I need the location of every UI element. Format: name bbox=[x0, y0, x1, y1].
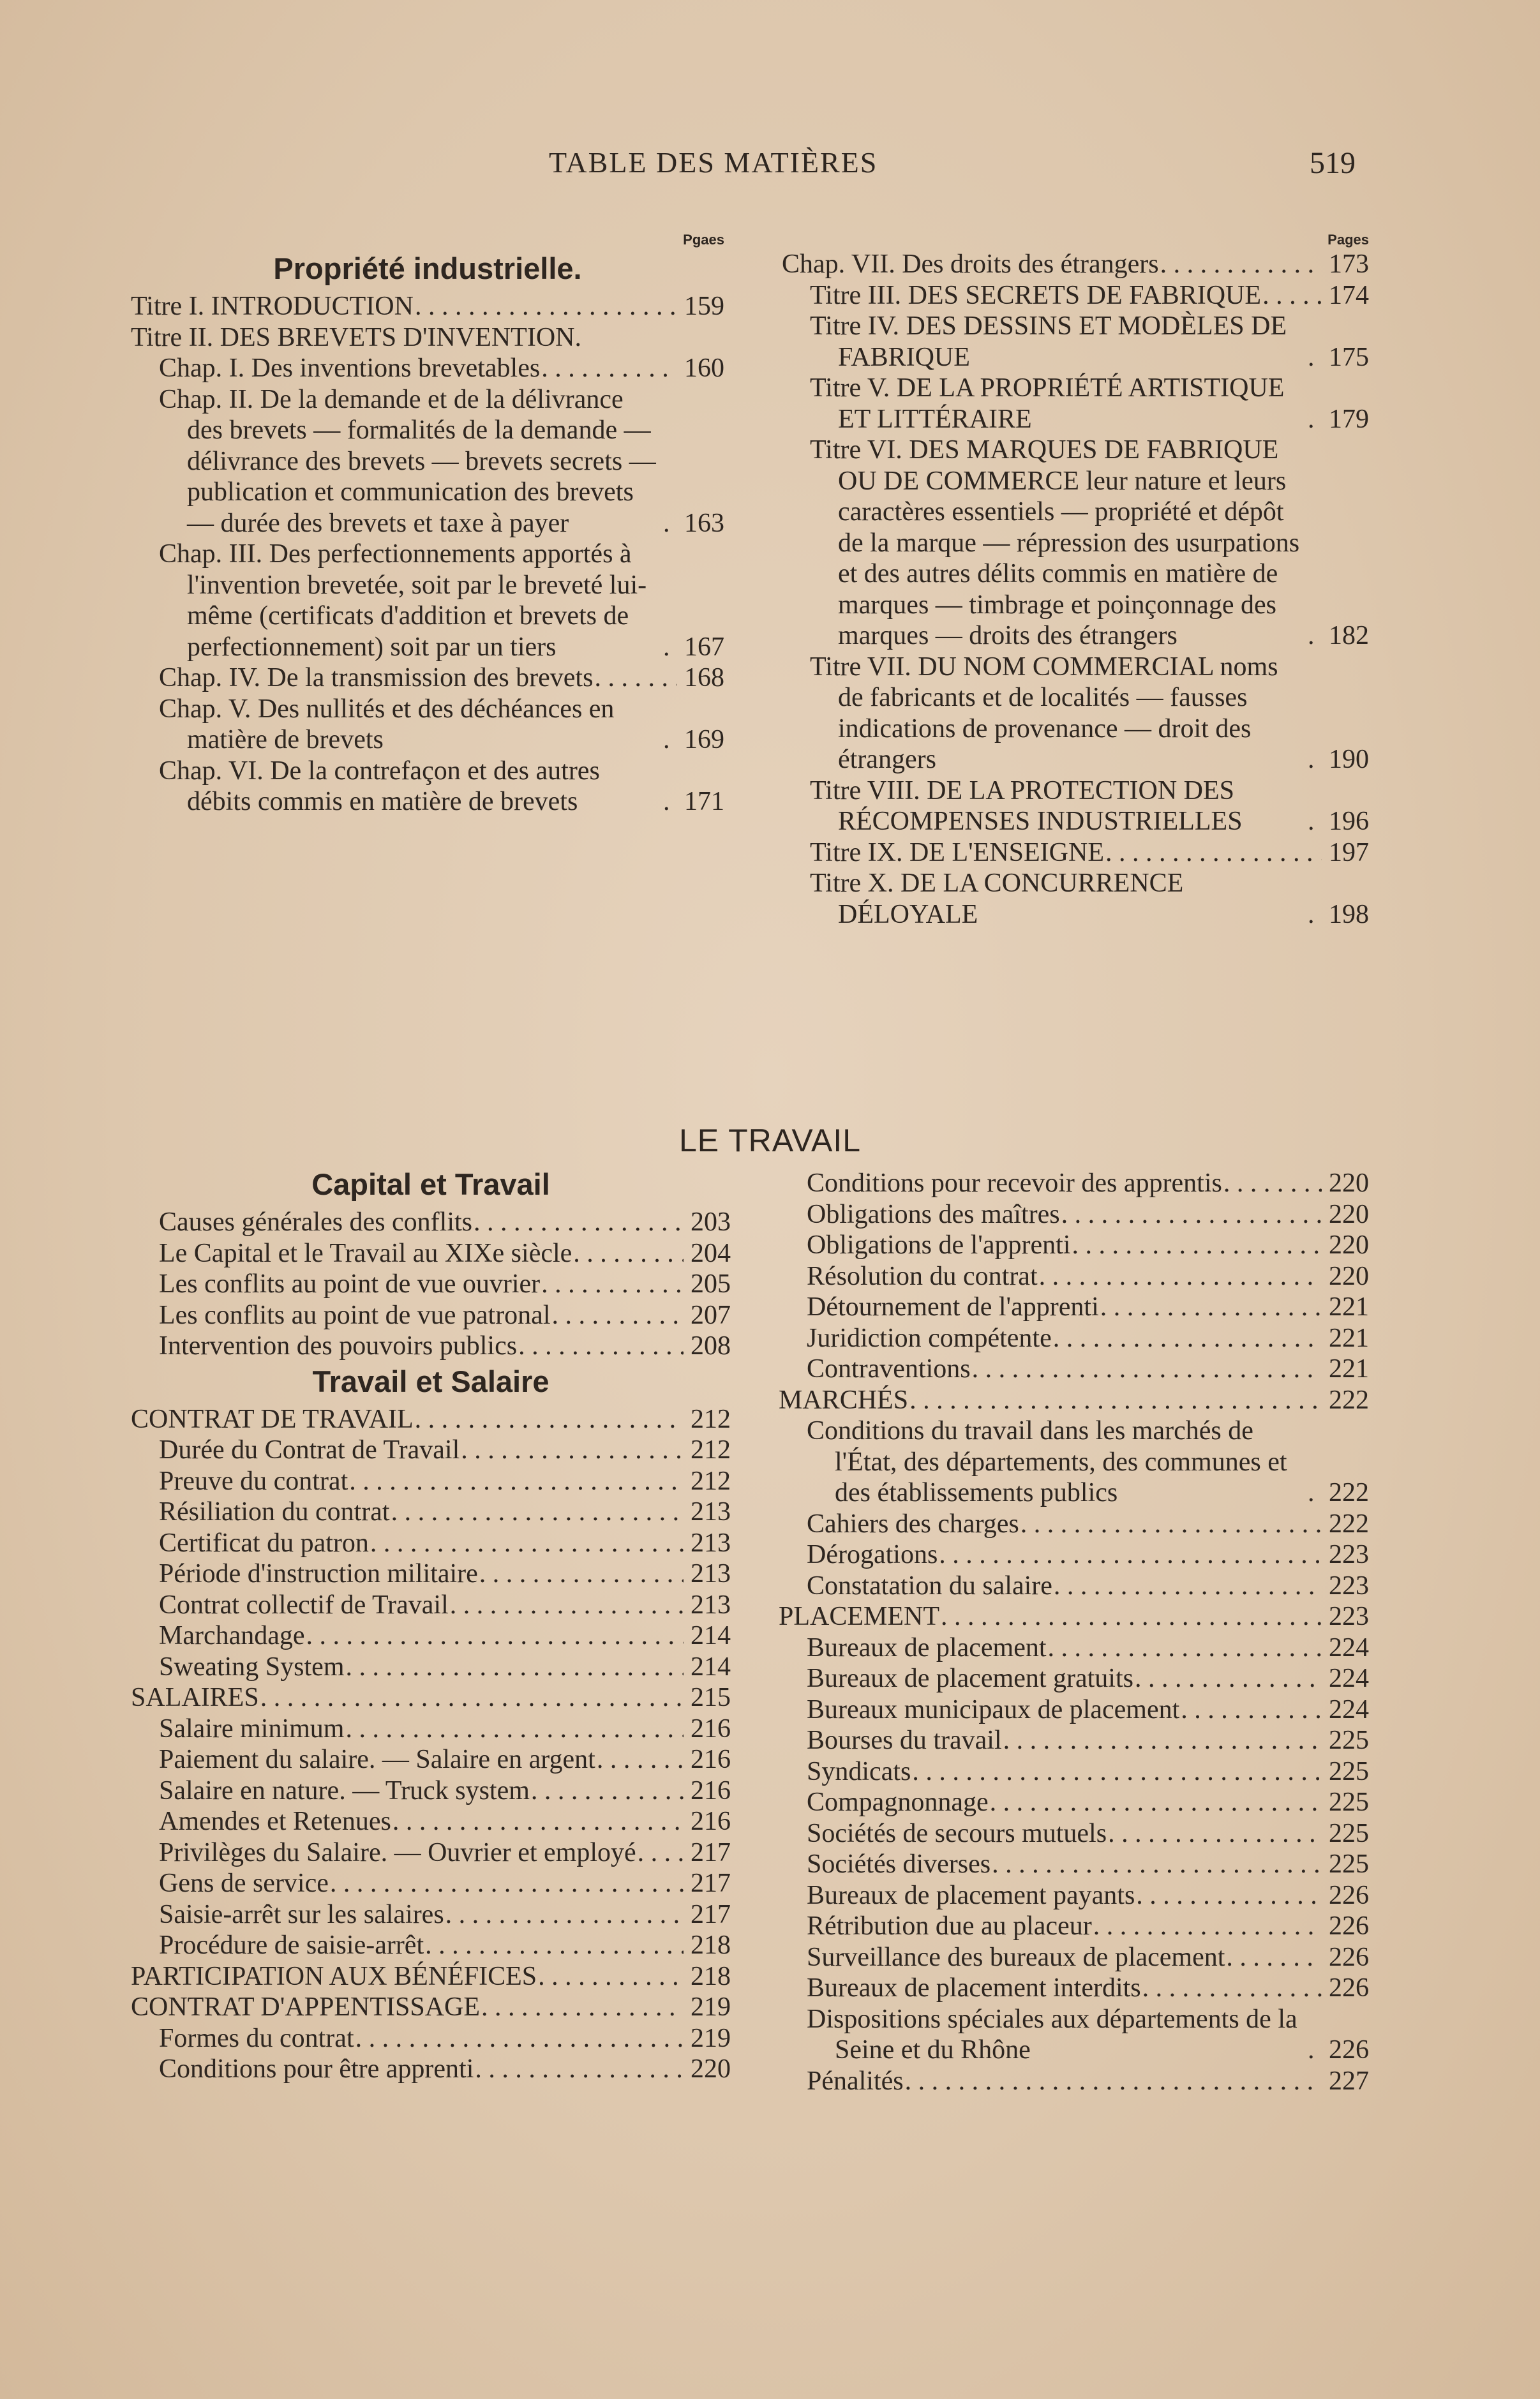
toc-entry bbox=[131, 1899, 731, 1931]
dot-leader bbox=[1309, 342, 1322, 373]
toc-page-number: 225 bbox=[1329, 1756, 1369, 1786]
toc-entry bbox=[131, 384, 724, 539]
toc-page-number: 223 bbox=[1329, 1602, 1369, 1631]
dot-leader bbox=[520, 1331, 684, 1362]
toc-page-number: 173 bbox=[1329, 250, 1369, 279]
toc-page-number: 216 bbox=[691, 1807, 731, 1836]
toc-entry bbox=[779, 2066, 1369, 2097]
toc-entry bbox=[779, 1168, 1369, 1199]
toc-entry bbox=[779, 1633, 1369, 1664]
dot-leader bbox=[1309, 404, 1322, 435]
toc-entry bbox=[131, 1961, 731, 1992]
toc-entry bbox=[779, 1911, 1369, 1942]
toc-entry-text: Durée du Contrat de Travail bbox=[159, 1435, 460, 1465]
toc-entry-text: Obligations de l'apprenti bbox=[807, 1230, 1071, 1260]
dot-leader bbox=[475, 1207, 684, 1238]
toc-entry bbox=[131, 1207, 731, 1238]
dot-leader bbox=[1227, 1942, 1322, 1973]
toc-page-number: 208 bbox=[691, 1331, 731, 1361]
page-header bbox=[0, 146, 1540, 184]
toc-entry bbox=[131, 1435, 731, 1466]
toc-entry-text: Titre VIII. DE LA PROTECTION DES RÉCOMPENSES INDUSTRIELLES bbox=[810, 775, 1243, 836]
toc-entry bbox=[131, 662, 724, 694]
toc-entry-text: Cahiers des charges bbox=[807, 1509, 1019, 1539]
dot-leader bbox=[595, 662, 677, 694]
toc-entry-text: Titre II. DES BREVETS D'INVENTION. bbox=[131, 322, 581, 352]
toc-page-number: 226 bbox=[1329, 1880, 1369, 1910]
toc-entry bbox=[131, 1868, 731, 1899]
toc-entry-text: Saisie-arrêt sur les salaires bbox=[159, 1899, 444, 1929]
toc-entry-text: Conditions pour recevoir des apprentis bbox=[807, 1169, 1222, 1198]
toc-entry bbox=[779, 1292, 1369, 1323]
toc-entry bbox=[131, 1620, 731, 1652]
dot-leader bbox=[347, 1714, 684, 1745]
toc-entry bbox=[779, 1942, 1369, 1973]
toc-entry bbox=[779, 1416, 1369, 1509]
toc-page-number: 213 bbox=[691, 1590, 731, 1620]
toc-entry bbox=[782, 868, 1369, 930]
toc-entry bbox=[131, 539, 724, 662]
toc-entry-text: MARCHÉS bbox=[779, 1385, 909, 1415]
toc-entry-text: Détournement de l'apprenti bbox=[807, 1292, 1099, 1322]
toc-entry bbox=[131, 1930, 731, 1961]
toc-entry-text: Titre VI. DES MARQUES DE FABRIQUE OU DE COMMERCE leur nature et leurs caractères essentiels — propriété et dépôt de la marque — répression des usurpations et des autres délits commis en matière de marques — timbrage et poinçonnage des marques — droits des étrangers bbox=[810, 435, 1300, 650]
toc-page-number: 168 bbox=[684, 663, 724, 692]
toc-entry bbox=[131, 756, 724, 818]
dot-leader bbox=[1102, 1292, 1322, 1323]
toc-entry-text: Marchandage bbox=[159, 1621, 305, 1650]
toc-entry-text: Titre I. INTRODUCTION bbox=[131, 292, 414, 321]
dot-leader bbox=[598, 1744, 684, 1775]
toc-page-number: 205 bbox=[691, 1269, 731, 1299]
toc-entry bbox=[779, 1756, 1369, 1788]
dot-leader bbox=[1022, 1509, 1322, 1540]
page-number: 519 bbox=[1310, 146, 1356, 180]
toc-page-number: 198 bbox=[1329, 899, 1369, 929]
toc-page-number: 182 bbox=[1329, 621, 1369, 650]
dot-leader bbox=[392, 1497, 684, 1528]
toc-entry bbox=[779, 1973, 1369, 2004]
toc-page-number: 221 bbox=[1329, 1323, 1369, 1353]
toc-entry-text: Bureaux municipaux de placement bbox=[807, 1694, 1180, 1724]
toc-entry-text: CONTRAT D'APPENTISSAGE bbox=[131, 1992, 481, 2022]
toc-entry bbox=[782, 249, 1369, 280]
dot-leader bbox=[1309, 899, 1322, 930]
toc-entry-text: Titre V. DE LA PROPRIÉTÉ ARTISTIQUE ET LITTÉRAIRE bbox=[810, 373, 1285, 434]
dot-leader bbox=[426, 1930, 684, 1961]
dot-leader bbox=[416, 1404, 684, 1435]
toc-entry bbox=[131, 353, 724, 384]
toc-entry bbox=[779, 1539, 1369, 1571]
toc-page-number: 215 bbox=[691, 1683, 731, 1712]
toc-entry-text: Dérogations bbox=[807, 1540, 938, 1569]
toc-entry-text: Titre IV. DES DESSINS ET MODÈLES DE FABRIQUE bbox=[810, 311, 1287, 372]
toc-entry bbox=[131, 1300, 731, 1331]
section-title: Propriété industrielle. bbox=[273, 251, 582, 285]
dot-leader bbox=[1144, 1973, 1322, 2004]
toc-page-number: 222 bbox=[1329, 1509, 1369, 1539]
toc-bottom-right-column bbox=[779, 1168, 1369, 2096]
toc-entry-text: Constatation du salaire bbox=[807, 1571, 1052, 1601]
toc-page-number: 217 bbox=[691, 1869, 731, 1898]
toc-page-number: 207 bbox=[691, 1300, 731, 1330]
toc-page-number: 221 bbox=[1329, 1354, 1369, 1384]
toc-page-number: 223 bbox=[1329, 1571, 1369, 1601]
toc-entry-text: SALAIRES bbox=[131, 1683, 259, 1712]
toc-entry-text: CONTRAT DE TRAVAIL bbox=[131, 1404, 414, 1434]
toc-entry-text: Preuve du contrat bbox=[159, 1466, 348, 1496]
toc-page-number: 174 bbox=[1329, 280, 1369, 310]
toc-entry-text: Gens de service bbox=[159, 1869, 329, 1898]
toc-entry bbox=[779, 1818, 1369, 1850]
toc-entry bbox=[779, 1787, 1369, 1818]
dot-leader bbox=[1182, 1694, 1322, 1726]
dot-leader bbox=[308, 1620, 684, 1652]
toc-entry bbox=[782, 775, 1369, 837]
toc-page-number: 175 bbox=[1329, 342, 1369, 372]
toc-page-number: 213 bbox=[691, 1559, 731, 1588]
toc-page-number: 212 bbox=[691, 1404, 731, 1434]
toc-page-number: 220 bbox=[1329, 1199, 1369, 1229]
toc-entry-text: Chap. V. Des nullités et des déchéances en matière de brevets bbox=[159, 694, 615, 754]
toc-page-number: 212 bbox=[691, 1435, 731, 1465]
toc-page-number: 159 bbox=[684, 292, 724, 321]
dot-leader bbox=[940, 1539, 1322, 1571]
toc-page-number: 214 bbox=[691, 1621, 731, 1650]
toc-entry bbox=[131, 694, 724, 756]
toc-page-number: 219 bbox=[691, 1992, 731, 2022]
toc-entry bbox=[131, 1714, 731, 1745]
dot-leader bbox=[331, 1868, 684, 1899]
toc-page-number: 203 bbox=[691, 1207, 731, 1237]
toc-entry bbox=[782, 373, 1369, 435]
toc-entry-text: Titre III. DES SECRETS DE FABRIQUE bbox=[810, 280, 1262, 310]
toc-entry bbox=[131, 1682, 731, 1714]
toc-entry bbox=[779, 1849, 1369, 1880]
toc-entry-text: Conditions pour être apprenti bbox=[159, 2054, 474, 2084]
toc-entry bbox=[779, 1571, 1369, 1602]
toc-page-number: 216 bbox=[691, 1714, 731, 1744]
toc-page-number: 216 bbox=[691, 1745, 731, 1774]
toc-page-number: 220 bbox=[1329, 1169, 1369, 1198]
toc-entry-text: Bourses du travail bbox=[807, 1726, 1002, 1755]
toc-entry bbox=[131, 2054, 731, 2085]
dot-leader bbox=[482, 1992, 684, 2023]
dot-leader bbox=[394, 1806, 684, 1837]
dot-leader bbox=[1162, 249, 1322, 280]
dot-leader bbox=[371, 1528, 684, 1559]
toc-entry-text: Chap. I. Des inventions brevetables bbox=[159, 354, 541, 383]
toc-entry bbox=[131, 1558, 731, 1590]
toc-entry bbox=[779, 1694, 1369, 1726]
dot-leader bbox=[942, 1601, 1322, 1633]
dot-leader bbox=[1095, 1911, 1322, 1942]
toc-entry-text: Chap. III. Des perfectionnements apportés à l'invention brevetée, soit par le breveté lui-même (certificats d'addition et brevets de perfectionnement) soit par un tiers bbox=[159, 539, 647, 662]
toc-entry-text: Compagnonnage bbox=[807, 1788, 989, 1817]
dot-leader bbox=[347, 1652, 684, 1683]
dot-leader bbox=[991, 1787, 1322, 1818]
dot-leader bbox=[1309, 1477, 1322, 1509]
toc-list bbox=[131, 291, 724, 818]
toc-entry-text: Syndicats bbox=[807, 1756, 911, 1786]
toc-entry-text: Surveillance des bureaux de placement bbox=[807, 1942, 1225, 1972]
toc-list bbox=[779, 1168, 1369, 2096]
toc-page-number: 221 bbox=[1329, 1292, 1369, 1322]
toc-entry bbox=[779, 1323, 1369, 1354]
dot-leader bbox=[664, 724, 677, 756]
toc-entry bbox=[779, 1509, 1369, 1540]
toc-page-number: 190 bbox=[1329, 745, 1369, 774]
toc-top-right-column bbox=[782, 230, 1369, 930]
toc-entry bbox=[782, 435, 1369, 652]
section-title: Travail et Salaire bbox=[312, 1364, 549, 1398]
dot-leader bbox=[539, 1961, 684, 1992]
dot-leader bbox=[973, 1354, 1322, 1385]
toc-entry-text: Bureaux de placement interdits bbox=[807, 1973, 1141, 2003]
toc-entry-text: Causes générales des conflits bbox=[159, 1207, 473, 1237]
dot-leader bbox=[1040, 1261, 1322, 1292]
toc-entry-text: Résiliation du contrat bbox=[159, 1497, 390, 1527]
toc-list bbox=[782, 249, 1369, 930]
toc-entry-text: Les conflits au point de vue patronal bbox=[159, 1300, 551, 1330]
toc-page-number: 169 bbox=[684, 725, 724, 754]
pages-column-header: Pages bbox=[1327, 232, 1369, 248]
toc-entry-text: Amendes et Retenues bbox=[159, 1807, 391, 1836]
toc-entry-text: Chap. IV. De la transmission des brevets bbox=[159, 663, 594, 692]
toc-entry bbox=[131, 1238, 731, 1269]
toc-entry-text: Titre IX. DE L'ENSEIGNE bbox=[810, 837, 1104, 867]
toc-entry bbox=[131, 1331, 731, 1362]
dot-leader bbox=[1309, 2035, 1322, 2066]
toc-page-number: 219 bbox=[691, 2023, 731, 2053]
dot-leader bbox=[1137, 1880, 1322, 1911]
toc-page-number: 222 bbox=[1329, 1385, 1369, 1415]
toc-entry-text: Le Capital et le Travail au XIXe siècle bbox=[159, 1238, 572, 1268]
toc-page-number: 220 bbox=[1329, 1230, 1369, 1260]
toc-page-number: 163 bbox=[684, 508, 724, 538]
toc-entry bbox=[779, 1880, 1369, 1911]
toc-page-number: 212 bbox=[691, 1466, 731, 1496]
dot-leader bbox=[447, 1899, 684, 1931]
dot-leader bbox=[664, 508, 677, 539]
toc-entry bbox=[131, 1528, 731, 1559]
toc-entry-text: Rétribution due au placeur bbox=[807, 1911, 1092, 1941]
toc-entry-text: Intervention des pouvoirs publics bbox=[159, 1331, 518, 1361]
toc-entry bbox=[131, 1806, 731, 1837]
dot-leader bbox=[451, 1590, 684, 1621]
toc-entry-text: Contrat collectif de Travail bbox=[159, 1590, 449, 1620]
dot-leader bbox=[664, 786, 677, 818]
toc-page-number: 226 bbox=[1329, 1942, 1369, 1972]
running-title: TABLE DES MATIÈRES bbox=[549, 146, 878, 179]
dot-leader bbox=[462, 1435, 684, 1466]
toc-entry-text: Certificat du patron bbox=[159, 1528, 369, 1558]
toc-entry-text: Juridiction compétente bbox=[807, 1323, 1052, 1353]
toc-page-number: 217 bbox=[691, 1837, 731, 1867]
toc-entry-text: Procédure de saisie-arrêt bbox=[159, 1931, 424, 1960]
toc-entry-text: Salaire en nature. — Truck system bbox=[159, 1775, 530, 1805]
toc-entry-text: Chap. VII. Des droits des étrangers bbox=[782, 250, 1159, 279]
toc-page-number: 226 bbox=[1329, 2035, 1369, 2065]
toc-page-number: 204 bbox=[691, 1238, 731, 1268]
toc-page-number: 222 bbox=[1329, 1478, 1369, 1507]
toc-entry-text: Les conflits au point de vue ouvrier bbox=[159, 1269, 541, 1299]
toc-entry bbox=[131, 322, 724, 354]
toc-entry bbox=[131, 1775, 731, 1807]
toc-entry-text: Titre X. DE LA CONCURRENCE DÉLOYALE bbox=[810, 869, 1184, 929]
toc-entry bbox=[779, 1230, 1369, 1261]
toc-entry bbox=[131, 1744, 731, 1775]
toc-entry bbox=[131, 1837, 731, 1869]
toc-page-number: 218 bbox=[691, 1931, 731, 1960]
pages-column-header: Pgaes bbox=[683, 232, 724, 248]
toc-page-number: 214 bbox=[691, 1652, 731, 1682]
main-part-title: LE TRAVAIL bbox=[678, 1123, 862, 1158]
dot-leader bbox=[1225, 1168, 1322, 1199]
toc-entry-text: PARTICIPATION AUX BÉNÉFICES bbox=[131, 1961, 537, 1991]
dot-leader bbox=[906, 2066, 1322, 2097]
toc-page-number: 224 bbox=[1329, 1664, 1369, 1693]
toc-entry bbox=[779, 1199, 1369, 1230]
toc-entry bbox=[131, 1497, 731, 1528]
toc-entry bbox=[131, 1992, 731, 2023]
toc-entry-text: Chap. VI. De la contrefaçon et des autres débits commis en matière de brevets bbox=[159, 756, 600, 816]
toc-entry bbox=[131, 1404, 731, 1435]
toc-entry bbox=[131, 1590, 731, 1621]
toc-page-number: 217 bbox=[691, 1899, 731, 1929]
dot-leader bbox=[542, 353, 677, 384]
dot-leader bbox=[1049, 1633, 1322, 1664]
toc-top-left-column bbox=[131, 230, 724, 818]
toc-entry-text: Contraventions bbox=[807, 1354, 971, 1384]
toc-entry bbox=[131, 2023, 731, 2054]
toc-page-number: 220 bbox=[691, 2054, 731, 2084]
toc-page-number: 216 bbox=[691, 1775, 731, 1805]
toc-page-number: 213 bbox=[691, 1497, 731, 1527]
dot-leader bbox=[639, 1837, 684, 1869]
toc-page-number: 213 bbox=[691, 1528, 731, 1558]
dot-leader bbox=[262, 1682, 684, 1714]
toc-entry-text: Chap. II. De la demande et de la délivrance des brevets — formalités de la demande — délivrance des brevets — brevets secrets — publication et communication des brevets — durée des brevets et taxe à payer bbox=[159, 384, 656, 538]
toc-entry bbox=[131, 291, 724, 322]
dot-leader bbox=[542, 1269, 684, 1300]
dot-leader bbox=[993, 1849, 1322, 1880]
dot-leader bbox=[416, 291, 677, 322]
dot-leader bbox=[1309, 744, 1322, 775]
toc-entry-text: PLACEMENT bbox=[779, 1602, 939, 1631]
toc-entry bbox=[782, 311, 1369, 373]
toc-entry-text: Formes du contrat bbox=[159, 2023, 354, 2053]
toc-entry-text: Paiement du salaire. — Salaire en argent bbox=[159, 1745, 595, 1774]
toc-entry-text: Résolution du contrat bbox=[807, 1261, 1038, 1291]
toc-page-number: 225 bbox=[1329, 1788, 1369, 1817]
toc-entry bbox=[782, 837, 1369, 869]
dot-leader bbox=[476, 2054, 684, 2085]
toc-entry bbox=[779, 1663, 1369, 1694]
toc-entry bbox=[131, 1466, 731, 1497]
toc-list bbox=[131, 1166, 731, 2085]
dot-leader bbox=[1054, 1323, 1322, 1354]
toc-page-number: 226 bbox=[1329, 1911, 1369, 1941]
dot-leader bbox=[1005, 1725, 1322, 1756]
toc-entry bbox=[131, 1269, 731, 1300]
toc-page-number: 171 bbox=[684, 787, 724, 816]
dot-leader bbox=[1309, 806, 1322, 837]
dot-leader bbox=[574, 1238, 684, 1269]
dot-leader bbox=[911, 1385, 1322, 1416]
toc-entry-text: Sweating System bbox=[159, 1652, 345, 1682]
toc-page-number: 227 bbox=[1329, 2066, 1369, 2096]
toc-page-number: 225 bbox=[1329, 1850, 1369, 1879]
toc-entry-text: Bureaux de placement gratuits bbox=[807, 1664, 1133, 1693]
dot-leader bbox=[1109, 1818, 1322, 1850]
toc-page-number: 220 bbox=[1329, 1261, 1369, 1291]
toc-page-number: 197 bbox=[1329, 837, 1369, 867]
toc-entry bbox=[779, 2004, 1369, 2066]
toc-entry-text: Pénalités bbox=[807, 2066, 904, 2096]
toc-page-number: 225 bbox=[1329, 1818, 1369, 1848]
toc-bottom-left-column bbox=[131, 1165, 731, 2085]
toc-entry-text: Salaire minimum bbox=[159, 1714, 345, 1744]
toc-page-number: 179 bbox=[1329, 404, 1369, 434]
toc-entry bbox=[782, 652, 1369, 775]
toc-entry-text: Bureaux de placement bbox=[807, 1633, 1047, 1663]
toc-page-number: 225 bbox=[1329, 1726, 1369, 1755]
toc-page-number: 160 bbox=[684, 354, 724, 383]
toc-page-number: 196 bbox=[1329, 807, 1369, 836]
toc-entry-text: Bureaux de placement payants bbox=[807, 1880, 1135, 1910]
toc-entry-text: Période d'instruction militaire bbox=[159, 1559, 478, 1588]
toc-entry bbox=[779, 1354, 1369, 1385]
toc-page-number: 167 bbox=[684, 632, 724, 662]
dot-leader bbox=[481, 1558, 684, 1590]
toc-entry-text: Sociétés de secours mutuels bbox=[807, 1818, 1107, 1848]
toc-entry bbox=[779, 1725, 1369, 1756]
toc-entry bbox=[779, 1261, 1369, 1292]
dot-leader bbox=[1136, 1663, 1322, 1694]
dot-leader bbox=[532, 1775, 684, 1807]
toc-entry-text: Sociétés diverses bbox=[807, 1850, 991, 1879]
dot-leader bbox=[1309, 620, 1322, 652]
toc-entry-text: Privilèges du Salaire. — Ouvrier et employé bbox=[159, 1837, 636, 1867]
toc-page-number: 223 bbox=[1329, 1540, 1369, 1569]
toc-page-number: 224 bbox=[1329, 1694, 1369, 1724]
toc-entry bbox=[779, 1601, 1369, 1633]
section-title: Capital et Travail bbox=[311, 1167, 550, 1201]
dot-leader bbox=[1073, 1230, 1322, 1261]
toc-page-number: 218 bbox=[691, 1961, 731, 1991]
toc-entry-text: Titre VII. DU NOM COMMERCIAL noms de fabricants et de localités — fausses indications de provenance — droit des étrangers bbox=[810, 652, 1278, 774]
toc-entry-text: Obligations des maîtres bbox=[807, 1199, 1060, 1229]
dot-leader bbox=[350, 1466, 684, 1497]
toc-entry-text: Conditions du travail dans les marchés de l'État, des départements, des communes et des établissements publics bbox=[807, 1416, 1287, 1507]
toc-entry bbox=[782, 280, 1369, 311]
toc-entry-text: Dispositions spéciales aux départements de la Seine et du Rhône bbox=[807, 2004, 1297, 2065]
dot-leader bbox=[1107, 837, 1322, 869]
toc-entry bbox=[779, 1385, 1369, 1416]
toc-page-number: 224 bbox=[1329, 1633, 1369, 1663]
dot-leader bbox=[357, 2023, 684, 2054]
toc-entry bbox=[131, 1652, 731, 1683]
toc-page-number: 226 bbox=[1329, 1973, 1369, 2003]
dot-leader bbox=[1264, 280, 1322, 311]
dot-leader bbox=[913, 1756, 1322, 1788]
dot-leader bbox=[664, 632, 677, 663]
dot-leader bbox=[1055, 1571, 1322, 1602]
dot-leader bbox=[553, 1300, 684, 1331]
dot-leader bbox=[1063, 1199, 1322, 1230]
